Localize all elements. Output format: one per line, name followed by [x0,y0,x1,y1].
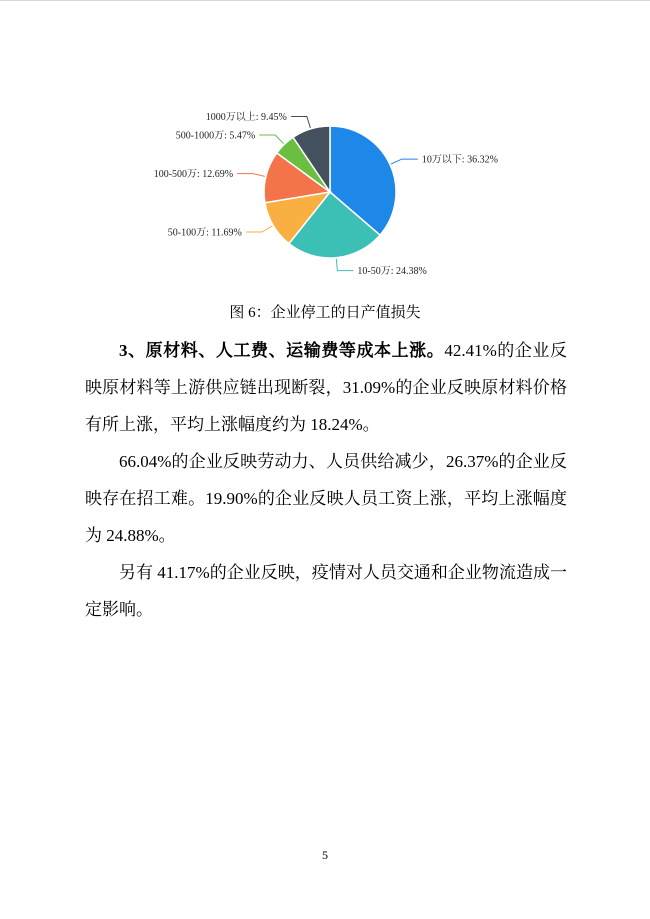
page-number: 5 [322,848,328,862]
paragraph-labor [85,443,567,554]
figure-caption: 图 6：企业停工的日产值损失 [229,305,421,321]
pie-leader-line-0 [391,159,418,164]
pie-leader-line-4 [259,135,283,144]
paragraph-costs [85,332,567,443]
pie-label-3: 100-500万: 12.69% [153,169,234,181]
figure-pie-chart [0,76,650,311]
paragraph-body: 另有 41.17%的企业反映，疫情对人员交通和企业物流造成一定影响。 [85,563,567,619]
pie-leader-line-5 [291,116,311,127]
pie-label-4: 500-1000万: 5.47% [175,130,256,142]
pie-label-5: 1000万以上: 9.45% [205,111,287,123]
paragraph-lead: 3、原材料、人工费、运输费等成本上涨。 [119,341,445,360]
pie-label-1: 10-50万: 24.38% [357,266,427,278]
body-text [85,332,567,628]
paragraph-body: 66.04%的企业反映劳动力、人员供给减少，26.37%的企业反映存在招工难。19.90%的企业反映人员工资上涨，平均上涨幅度为 24.88%。 [85,452,567,545]
pie-leader-line-1 [336,259,353,271]
paragraph-body: 42.41%的企业反映原材料等上游供应链出现断裂，31.09%的企业反映原材料价格有所上涨，平均上涨幅度约为 18.24%。 [85,341,567,434]
pie-label-2: 50-100万: 11.69% [167,227,242,239]
paragraph-logistics [85,554,567,628]
pie-label-0: 10万以下: 36.32% [421,154,498,166]
pie-chart-svg [0,76,650,311]
pie-leader-line-2 [246,226,272,232]
pie-leader-line-3 [237,174,265,177]
